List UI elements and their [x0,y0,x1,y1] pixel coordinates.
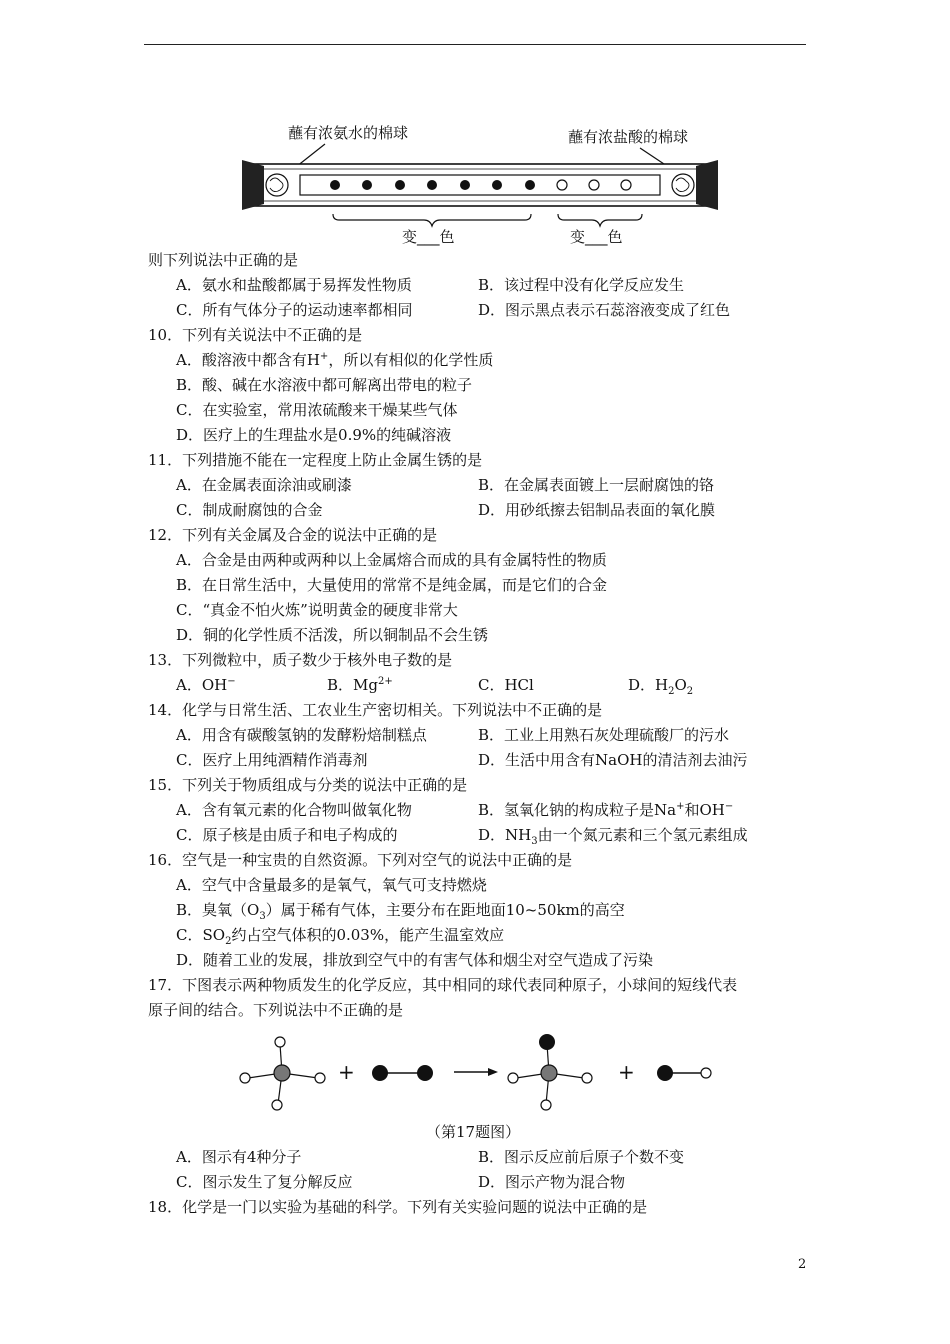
q9-option-d: D．图示黑点表示石蕊溶液变成了红色 [478,301,731,319]
q14-option-b: B．工业上用熟石灰处理硫酸厂的污水 [478,726,730,744]
q17-option-d: D．图示产物为混合物 [478,1173,626,1191]
q12-option-c: C．“真金不怕火炼”说明黄金的硬度非常大 [176,601,458,619]
q13-stem: 13．下列微粒中，质子数少于核外电子数的是 [148,651,453,669]
q17-stem-line1: 17．下图表示两种物质发生的化学反应，其中相同的球代表同种原子，小球间的短线代表 [148,976,738,994]
q13-option-c: C．HCl [478,676,534,694]
q11-option-b: B．在金属表面镀上一层耐腐蚀的铬 [478,476,715,494]
q16-stem: 16．空气是一种宝贵的自然资源。下列对空气的说法中正确的是 [148,851,573,869]
product-molecule-2 [657,1065,711,1081]
q11-stem: 11．下列措施不能在一定程度上防止金属生锈的是 [148,451,483,469]
product-molecule-1 [508,1034,592,1110]
cotton-ball-right [672,174,694,196]
q14-option-d: D．生活中用含有NaOH的清洁剂去油污 [478,751,748,769]
q11-option-c: C．制成耐腐蚀的合金 [176,501,323,519]
q17-option-c: C．图示发生了复分解反应 [176,1173,353,1191]
diffusion-tube-figure [230,118,730,250]
q12-option-d: D．铜的化学性质不活泼，所以铜制品不会生锈 [176,626,489,644]
q9-stem: 则下列说法中正确的是 [148,251,299,269]
q15-option-b: B．氢氧化钠的构成粒子是Na+和OH− [478,801,734,819]
q9-option-c: C．所有气体分子的运动速率都相同 [176,301,413,319]
q16-option-a: A．空气中含量最多的是氧气，氧气可支持燃烧 [176,876,487,894]
q12-option-a: A．合金是由两种或两种以上金属熔合而成的具有金属特性的物质 [176,551,607,569]
cotton-ball-left [266,174,288,196]
reaction-arrow [454,1068,498,1076]
q10-option-a: A．酸溶液中都含有H+，所以有相似的化学性质 [176,351,494,369]
q9-option-a: A．氨水和盐酸都属于易挥发性物质 [176,276,412,294]
q12-stem: 12．下列有关金属及合金的说法中正确的是 [148,526,438,544]
q13-option-b: B．$Mg^{2+}$ [327,676,393,694]
label-hcl-cotton: 蘸有浓盐酸的棉球 [568,128,689,146]
header-rule [144,44,806,45]
q16-option-d: D．随着工业的发展，排放到空气中的有害气体和烟尘对空气造成了污染 [176,951,654,969]
q10-option-c: C．在实验室，常用浓硫酸来干燥某些气体 [176,401,458,419]
page-number: 2 [798,1257,807,1272]
q10-option-b: B．酸、碱在水溶液中都可解离出带电的粒子 [176,376,473,394]
q16-option-b: B．臭氧$(O_3)$属于稀有气体，主要分布在距地面10~50km的高空 [176,901,625,922]
q15-option-a: A．含有氧元素的化合物叫做氧化物 [176,801,412,819]
q11-option-a: A．在金属表面涂油或刷漆 [176,476,352,494]
q13-option-d: D．$H_2O_2$ [628,676,694,697]
reaction-diagram [228,1030,728,1112]
q9-option-b: B．该过程中没有化学反应发生 [478,276,685,294]
svg-text:+: + [618,1060,635,1084]
label-color-left: 变___色 [402,228,455,246]
q15-stem: 15．下列关于物质组成与分类的说法中正确的是 [148,776,468,794]
q10-option-d: D．医疗上的生理盐水是0.9%的纯碱溶液 [176,426,452,444]
svg-text:+: + [338,1060,355,1084]
q14-option-c: C．医疗上用纯酒精作消毒剂 [176,751,368,769]
label-color-right: 变___色 [570,228,623,246]
q15-option-d: D．$NH_3$由一个氮元素和三个氢元素组成 [478,826,748,847]
q17-option-b: B．图示反应前后原子个数不变 [478,1148,685,1166]
q10-stem: 10．下列有关说法中不正确的是 [148,326,363,344]
q17-stem-line2: 原子间的结合。下列说法中不正确的是 [148,1001,404,1019]
q16-option-c: C．$SO_2$约占空气体积的0.03%，能产生温室效应 [176,926,505,947]
q15-option-c: C．原子核是由质子和电子构成的 [176,826,398,844]
q14-stem: 14．化学与日常生活、工农业生产密切相关。下列说法中不正确的是 [148,701,603,719]
q17-option-a: A．图示有4种分子 [176,1148,302,1166]
reactant-molecule-1 [240,1037,325,1110]
q14-option-a: A．用含有碳酸氢钠的发酵粉焙制糕点 [176,726,427,744]
q18-stem: 18．化学是一门以实验为基础的科学。下列有关实验问题的说法中正确的是 [148,1198,648,1216]
q12-option-b: B．在日常生活中，大量使用的常常不是纯金属，而是它们的合金 [176,576,608,594]
q13-option-a: A．OH− [176,676,236,694]
reactant-molecule-2 [372,1065,433,1081]
q11-option-d: D．用砂纸擦去铝制品表面的氧化膜 [478,501,716,519]
label-ammonia-cotton: 蘸有浓氨水的棉球 [288,124,409,142]
q17-figure-caption: （第17题图） [426,1123,521,1141]
